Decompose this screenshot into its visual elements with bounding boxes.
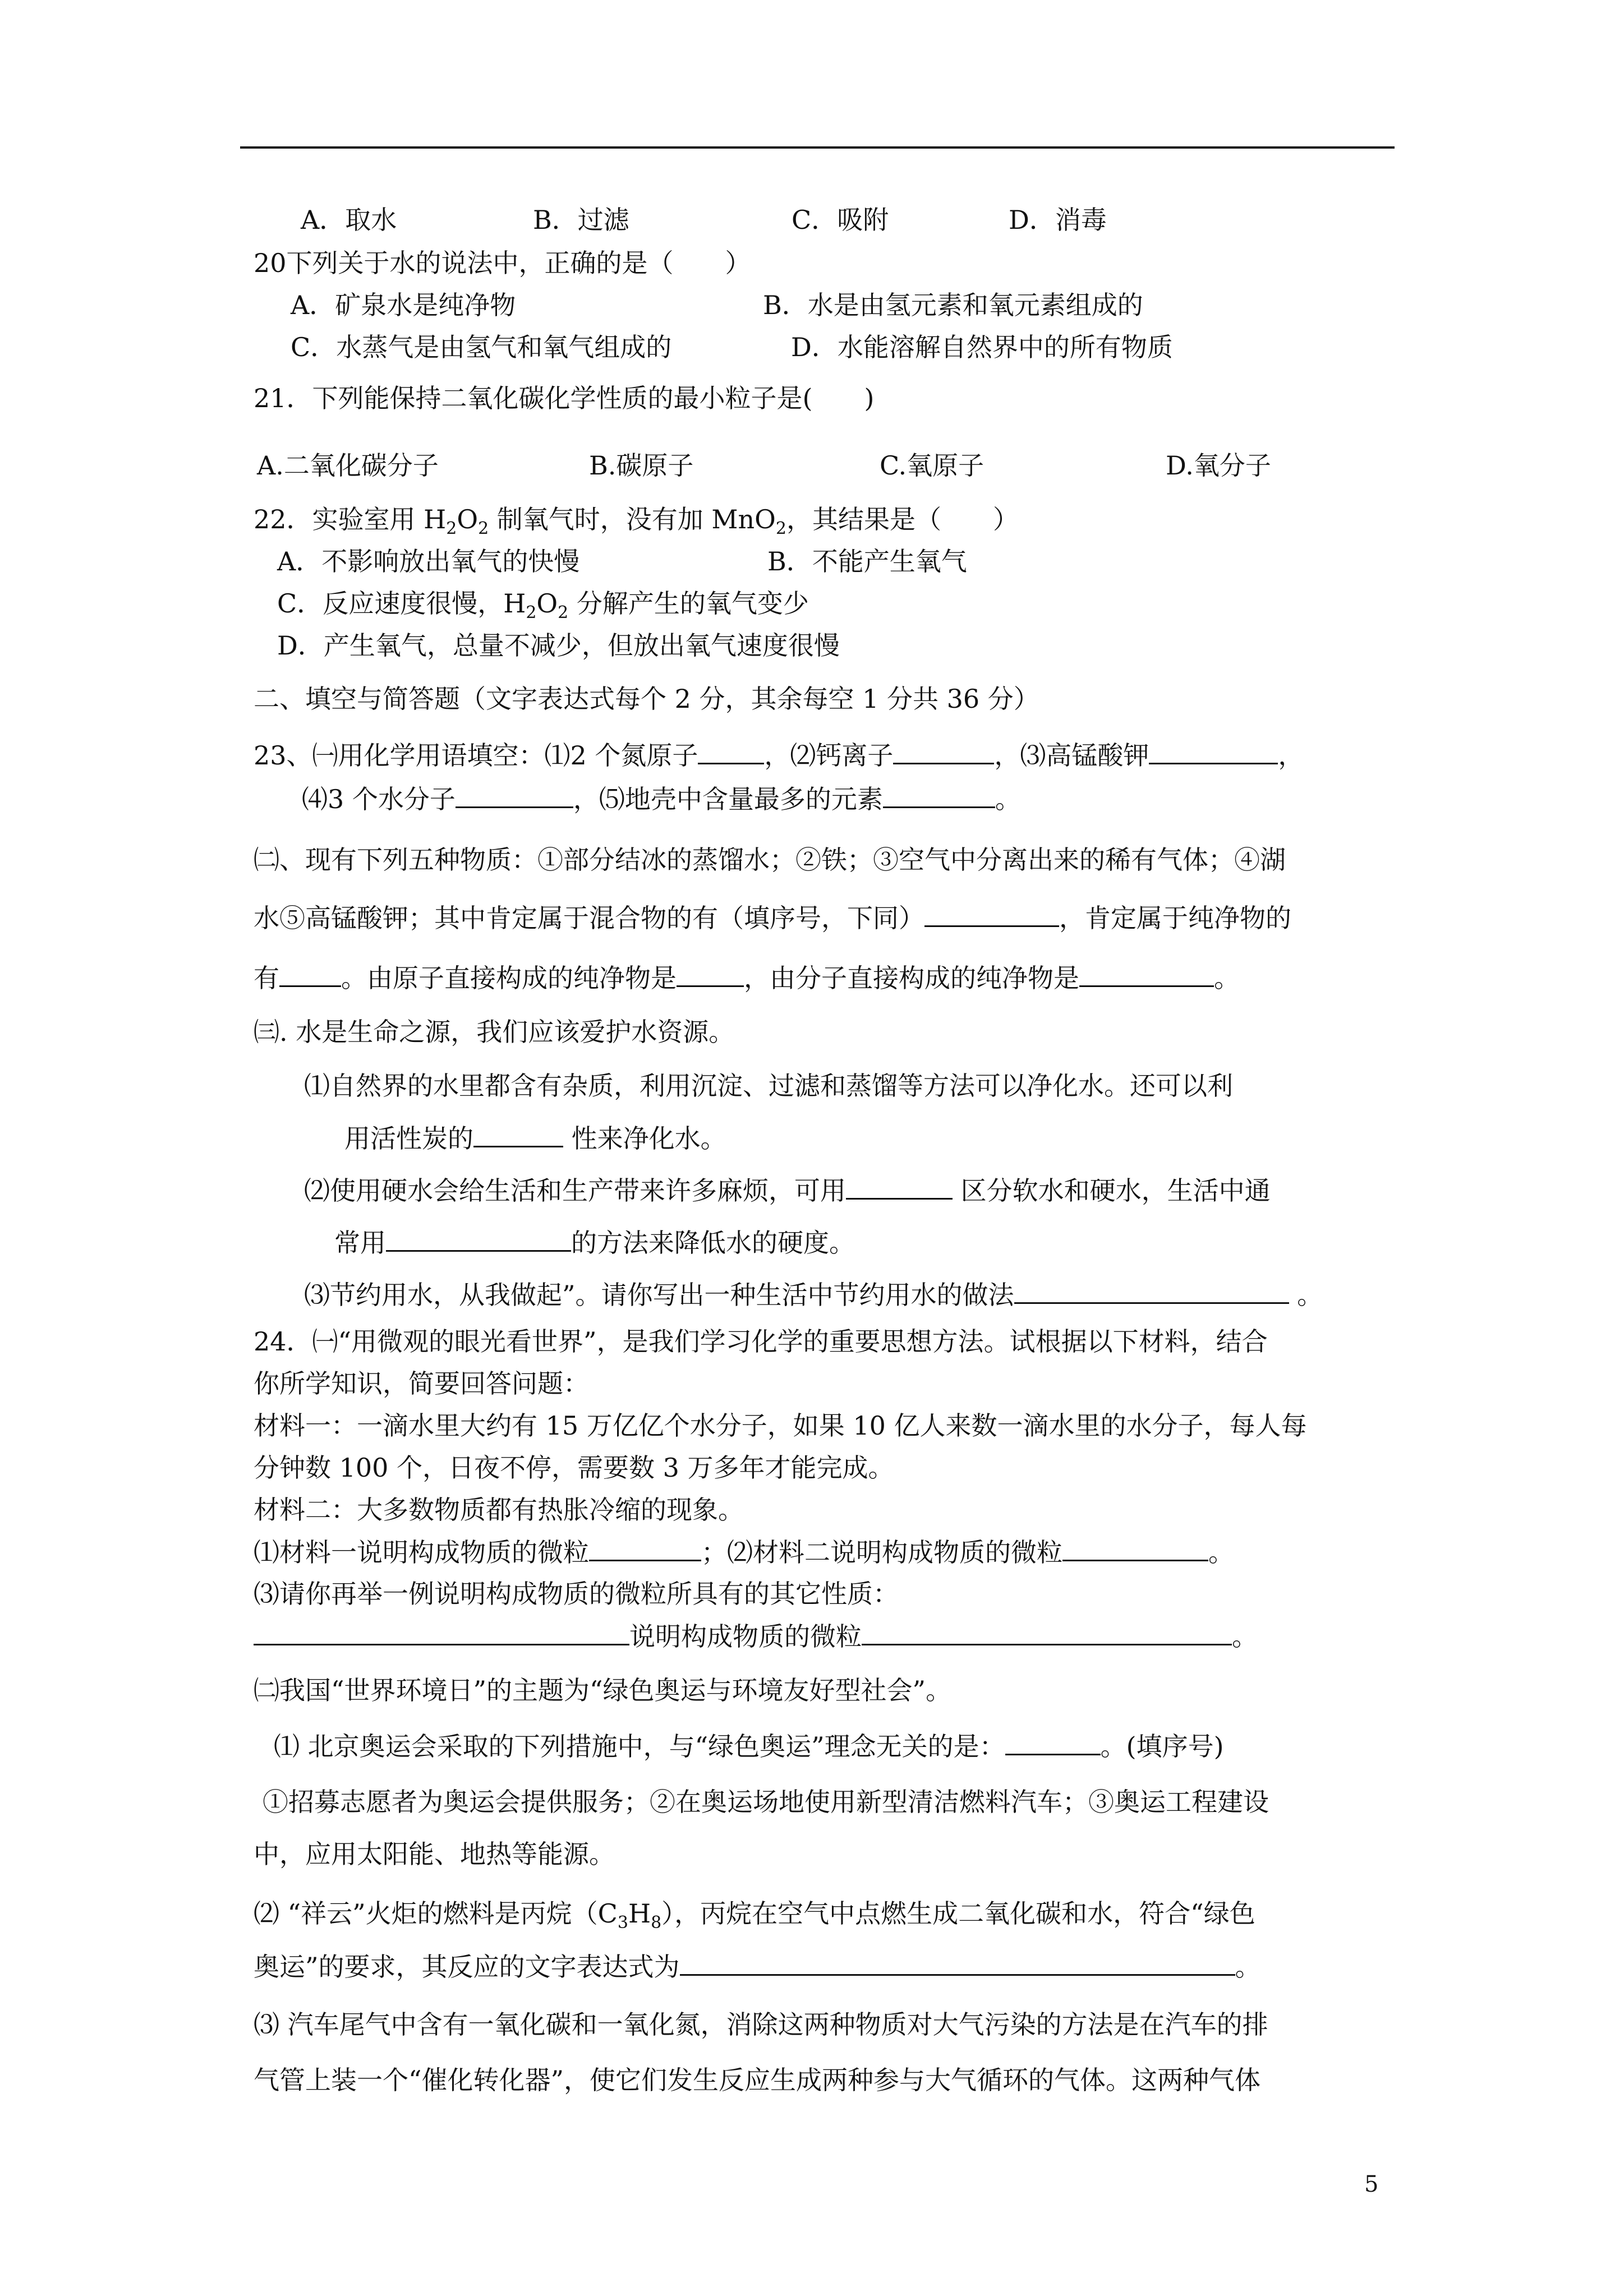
q22-option-b: B．不能产生氧气: [767, 546, 967, 577]
q24-material2: 材料二：大多数物质都有热胀冷缩的现象。: [254, 1495, 744, 1525]
q19-option-c: C．吸附: [792, 205, 889, 235]
q21-option-c: C.氧原子: [880, 450, 984, 481]
q21-option-b: B.碳原子: [589, 450, 694, 481]
q22-option-d: D．产生氧气，总量不减少，但放出氧气速度很慢: [277, 630, 840, 661]
q20-option-c: C．水蒸气是由氢气和氧气组成的: [291, 332, 672, 362]
q20-option-a: A．矿泉水是纯净物: [291, 290, 516, 320]
q24-answer-3: ⑶请你再举一例说明构成物质的微粒所具有的其它性质：: [254, 1579, 899, 1609]
q23-part2-line2: 水⑤高锰酸钾；其中肯定属于混合物的有（填序号，下同） ，肯定属于纯净物的: [254, 901, 1291, 934]
q20-option-d: D．水能溶解自然界中的所有物质: [791, 332, 1173, 362]
q23-part3-title: ㈢. 水是生命之源，我们应该爱护水资源。: [254, 1017, 735, 1047]
q19-option-a: A．取水: [301, 205, 397, 235]
q24-part2-item1: ⑴ 北京奥运会采取的下列措施中，与“绿色奥运”理念无关的是： 。(填序号): [274, 1729, 1224, 1763]
q19-option-d: D．消毒: [1009, 205, 1107, 235]
q20-option-b: B．水是由氢元素和氧元素组成的: [763, 290, 1143, 320]
q23-part1-line2: ⑷3 个水分子 ，⑸地壳中含量最多的元素 。: [302, 782, 1021, 815]
q24-material1-line1: 材料一：一滴水里大约有 15 万亿亿个水分子，如果 10 亿人来数一滴水里的水分子，每人每: [254, 1410, 1307, 1441]
q21-option-d: D.氧分子: [1166, 450, 1271, 481]
q23-part3-item2-line2: 常用 的方法来降低水的硬度。: [334, 1225, 855, 1259]
q24-part2-item3-line1: ⑶ 汽车尾气中含有一氧化碳和一氧化氮，消除这两种物质对大气污染的方法是在汽车的排: [254, 2009, 1268, 2040]
q23-part1-line1: 23、㈠用化学用语填空：⑴2 个氮原子 ，⑵钙离子 ，⑶高锰酸钾 ，: [254, 738, 1304, 772]
q19-option-b: B．过滤: [533, 205, 629, 235]
q22-option-a: A．不影响放出氧气的快慢: [277, 546, 580, 577]
q21-stem: 21．下列能保持二氧化碳化学性质的最小粒子是( ): [254, 383, 875, 413]
q23-part3-item1-line2: 用活性炭的 性来净化水。: [344, 1121, 726, 1155]
q22-stem: 22．实验室用 $H_2O_2$ 制氧气时，没有加 MnO$_2$，其结果是（ ）: [254, 504, 1019, 539]
section-2-heading: 二、填空与简答题（文字表达式每个 2 分，其余每空 1 分共 36 分）: [254, 684, 1039, 714]
q24-part2-item1-options-line1: ①招募志愿者为奥运会提供服务；②在奥运场地使用新型清洁燃料汽车；③奥运工程建设: [263, 1787, 1269, 1817]
q23-part2-line3: 有 。由原子直接构成的纯净物是 ，由分子直接构成的纯净物是 。: [254, 961, 1240, 994]
q24-material1-line2: 分钟数 100 个，日夜不停，需要数 3 万多年才能完成。: [254, 1453, 894, 1483]
q24-part2-item2-line1: ⑵ “祥云”火炬的燃料是丙烷$(C_3H_8)$，丙烷在空气中点燃生成二氧化碳和水，符合“绿色: [254, 1898, 1255, 1933]
q22-option-c: C．反应速度很慢，$H_2O_2$ 分解产生的氧气变少: [277, 588, 809, 623]
q24-answer-3-line2: 说明构成物质的微粒 。: [254, 1619, 1258, 1653]
q23-part3-item2-line1: ⑵使用硬水会给生活和生产带来许多麻烦，可用 区分软水和硬水，生活中通: [304, 1173, 1271, 1207]
q24-part2-item2-line2: 奥运”的要求，其反应的文字表达式为 。: [254, 1949, 1261, 1983]
q24-part2-item1-options-line2: 中，应用太阳能、地热等能源。: [254, 1839, 615, 1869]
q24-line1: 24．㈠“用微观的眼光看世界”，是我们学习化学的重要思想方法。试根据以下材料，结合: [254, 1326, 1268, 1357]
page-number: 5: [1364, 2171, 1379, 2197]
q20-stem: 20下列关于水的说法中，正确的是（ ）: [254, 248, 751, 278]
q24-part2-item3-line2: 气管上装一个“催化转化器”，使它们发生反应生成两种参与大气循环的气体。这两种气体: [254, 2065, 1261, 2095]
header-rule: [240, 146, 1395, 149]
q21-option-a: A.二氧化碳分子: [257, 450, 439, 481]
q24-part2-title: ㈡我国“世界环境日”的主题为“绿色奥运与环境友好型社会”。: [254, 1675, 952, 1705]
q23-part2-line1: ㈡、现有下列五种物质：①部分结冰的蒸馏水；②铁；③空气中分离出来的稀有气体；④湖: [254, 845, 1286, 875]
q23-part3-item1-line1: ⑴自然界的水里都含有杂质，利用沉淀、过滤和蒸馏等方法可以净化水。还可以利: [304, 1071, 1233, 1101]
q23-part3-item3: ⑶节约用水，从我做起”。请你写出一种生活中节约用水的做法 。: [304, 1278, 1323, 1311]
q24-line2: 你所学知识，简要回答问题：: [254, 1368, 589, 1399]
q24-answer-1-2: ⑴材料一说明构成物质的微粒 ；⑵材料二说明构成物质的微粒 。: [254, 1535, 1234, 1569]
